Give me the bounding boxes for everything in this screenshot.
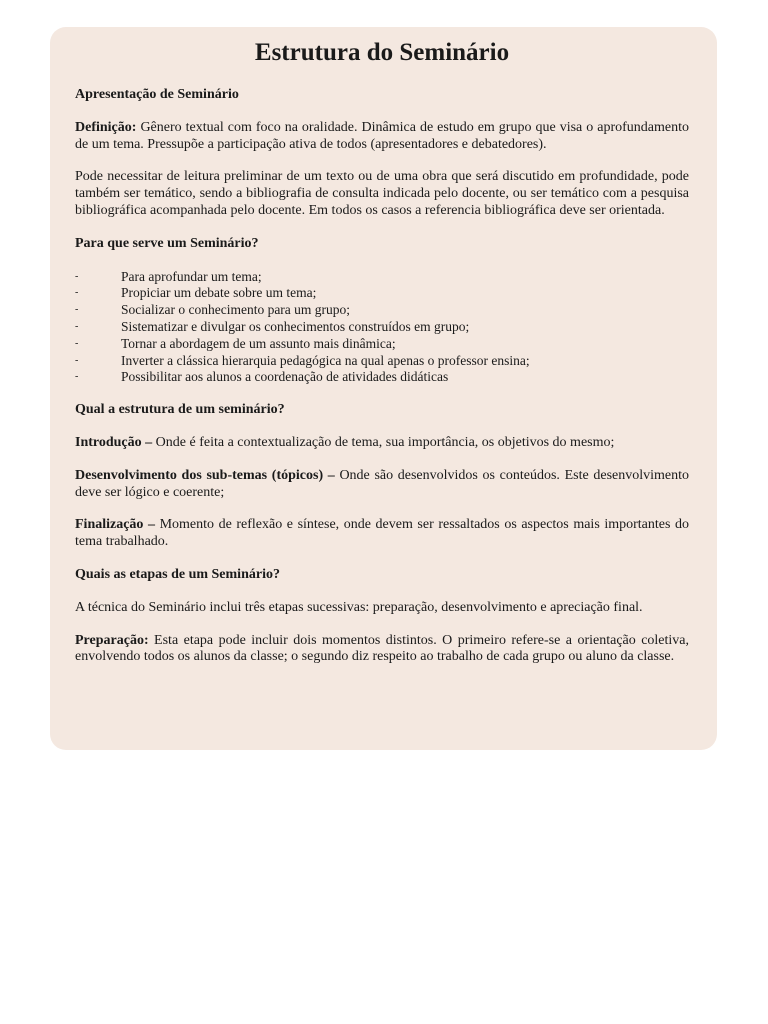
list-item-text: Propiciar um debate sobre um tema; [121, 285, 317, 301]
preparacao-label: Preparação: [75, 632, 149, 648]
list-dash: - [75, 320, 79, 332]
presentation-heading: Apresentação de Seminário [75, 87, 239, 102]
purpose-list [75, 269, 689, 387]
list-dash: - [75, 354, 79, 366]
list-item [75, 336, 689, 353]
list-item-text: Inverter a clássica hierarquia pedagógica na qual apenas o professor ensina; [121, 352, 530, 368]
document-title: Estrutura do Seminário [254, 39, 510, 66]
list-item [75, 369, 689, 386]
preparacao-text: Esta etapa pode incluir dois momentos distintos. O primeiro refere-se a orientação coletiva, envolvendo todos os alunos da classe; o segundo diz respeito ao trabalho de cada grupo ou aluno da classe. [75, 632, 689, 665]
list-dash: - [75, 287, 79, 299]
desenvolvimento-text: Onde são desenvolvidos os conteúdos. Este desenvolvimento deve ser lógico e coerente; [75, 467, 690, 500]
definition-text: Gênero textual com foco na oralidade. Dinâmica de estudo em grupo que visa o aprofundamento de um tema. Pressupõe a participação ativa de todos (apresentadores e debatedores). [75, 119, 689, 152]
list-item-text: Socializar o conhecimento para um grupo; [121, 302, 351, 318]
list-item-text: Sistematizar e divulgar os conhecimentos construídos em grupo; [121, 318, 470, 334]
list-item [75, 269, 689, 286]
list-item-text: Possibilitar aos alunos a coordenação de atividades didáticas [121, 369, 449, 385]
list-item [75, 319, 689, 336]
definition-label: Definição: [75, 119, 137, 135]
finalizacao-label: Finalização – [75, 517, 156, 533]
finalizacao-text: Momento de reflexão e síntese, onde devem ser ressaltados os aspectos mais importantes do tema trabalhado. [75, 517, 690, 550]
list-dash: - [75, 371, 79, 383]
introducao-text: Onde é feita a contextualização de tema, sua importância, os objetivos do mesmo; [152, 434, 615, 450]
introducao-paragraph [75, 435, 689, 452]
list-item-text: Tornar a abordagem de um assunto mais dinâmica; [121, 335, 396, 351]
intro-paragraph: Pode necessitar de leitura preliminar de um texto ou de uma obra que será discutido em profundidade, pode também ser temático, sendo a bibliografia de consulta indicada pelo docente, ou ser temático com a pesquisa bibliográfica acompanhada pelo docente. Em todos os casos a referencia bibliográfica deve ser orientada. [75, 169, 689, 218]
list-item [75, 353, 689, 370]
stages-heading: Quais as etapas de um Seminário? [75, 566, 280, 582]
list-item-text: Para aprofundar um tema; [121, 268, 262, 284]
list-dash: - [75, 304, 79, 316]
preparacao-paragraph [75, 633, 689, 667]
stages-paragraph: A técnica do Seminário inclui três etapas sucessivas: preparação, desenvolvimento e apreciação final. [75, 599, 643, 615]
introducao-label: Introdução – [75, 434, 153, 450]
definition-paragraph [75, 120, 689, 154]
list-item [75, 302, 689, 319]
desenvolvimento-paragraph [75, 468, 689, 502]
structure-heading: Qual a estrutura de um seminário? [75, 402, 285, 418]
finalizacao-paragraph [75, 517, 689, 551]
purpose-heading: Para que serve um Seminário? [75, 235, 259, 251]
document-card [50, 27, 717, 750]
list-dash: - [75, 270, 79, 282]
desenvolvimento-label: Desenvolvimento dos sub-temas (tópicos) – [75, 467, 335, 483]
list-dash: - [75, 337, 79, 349]
list-item [75, 285, 689, 302]
